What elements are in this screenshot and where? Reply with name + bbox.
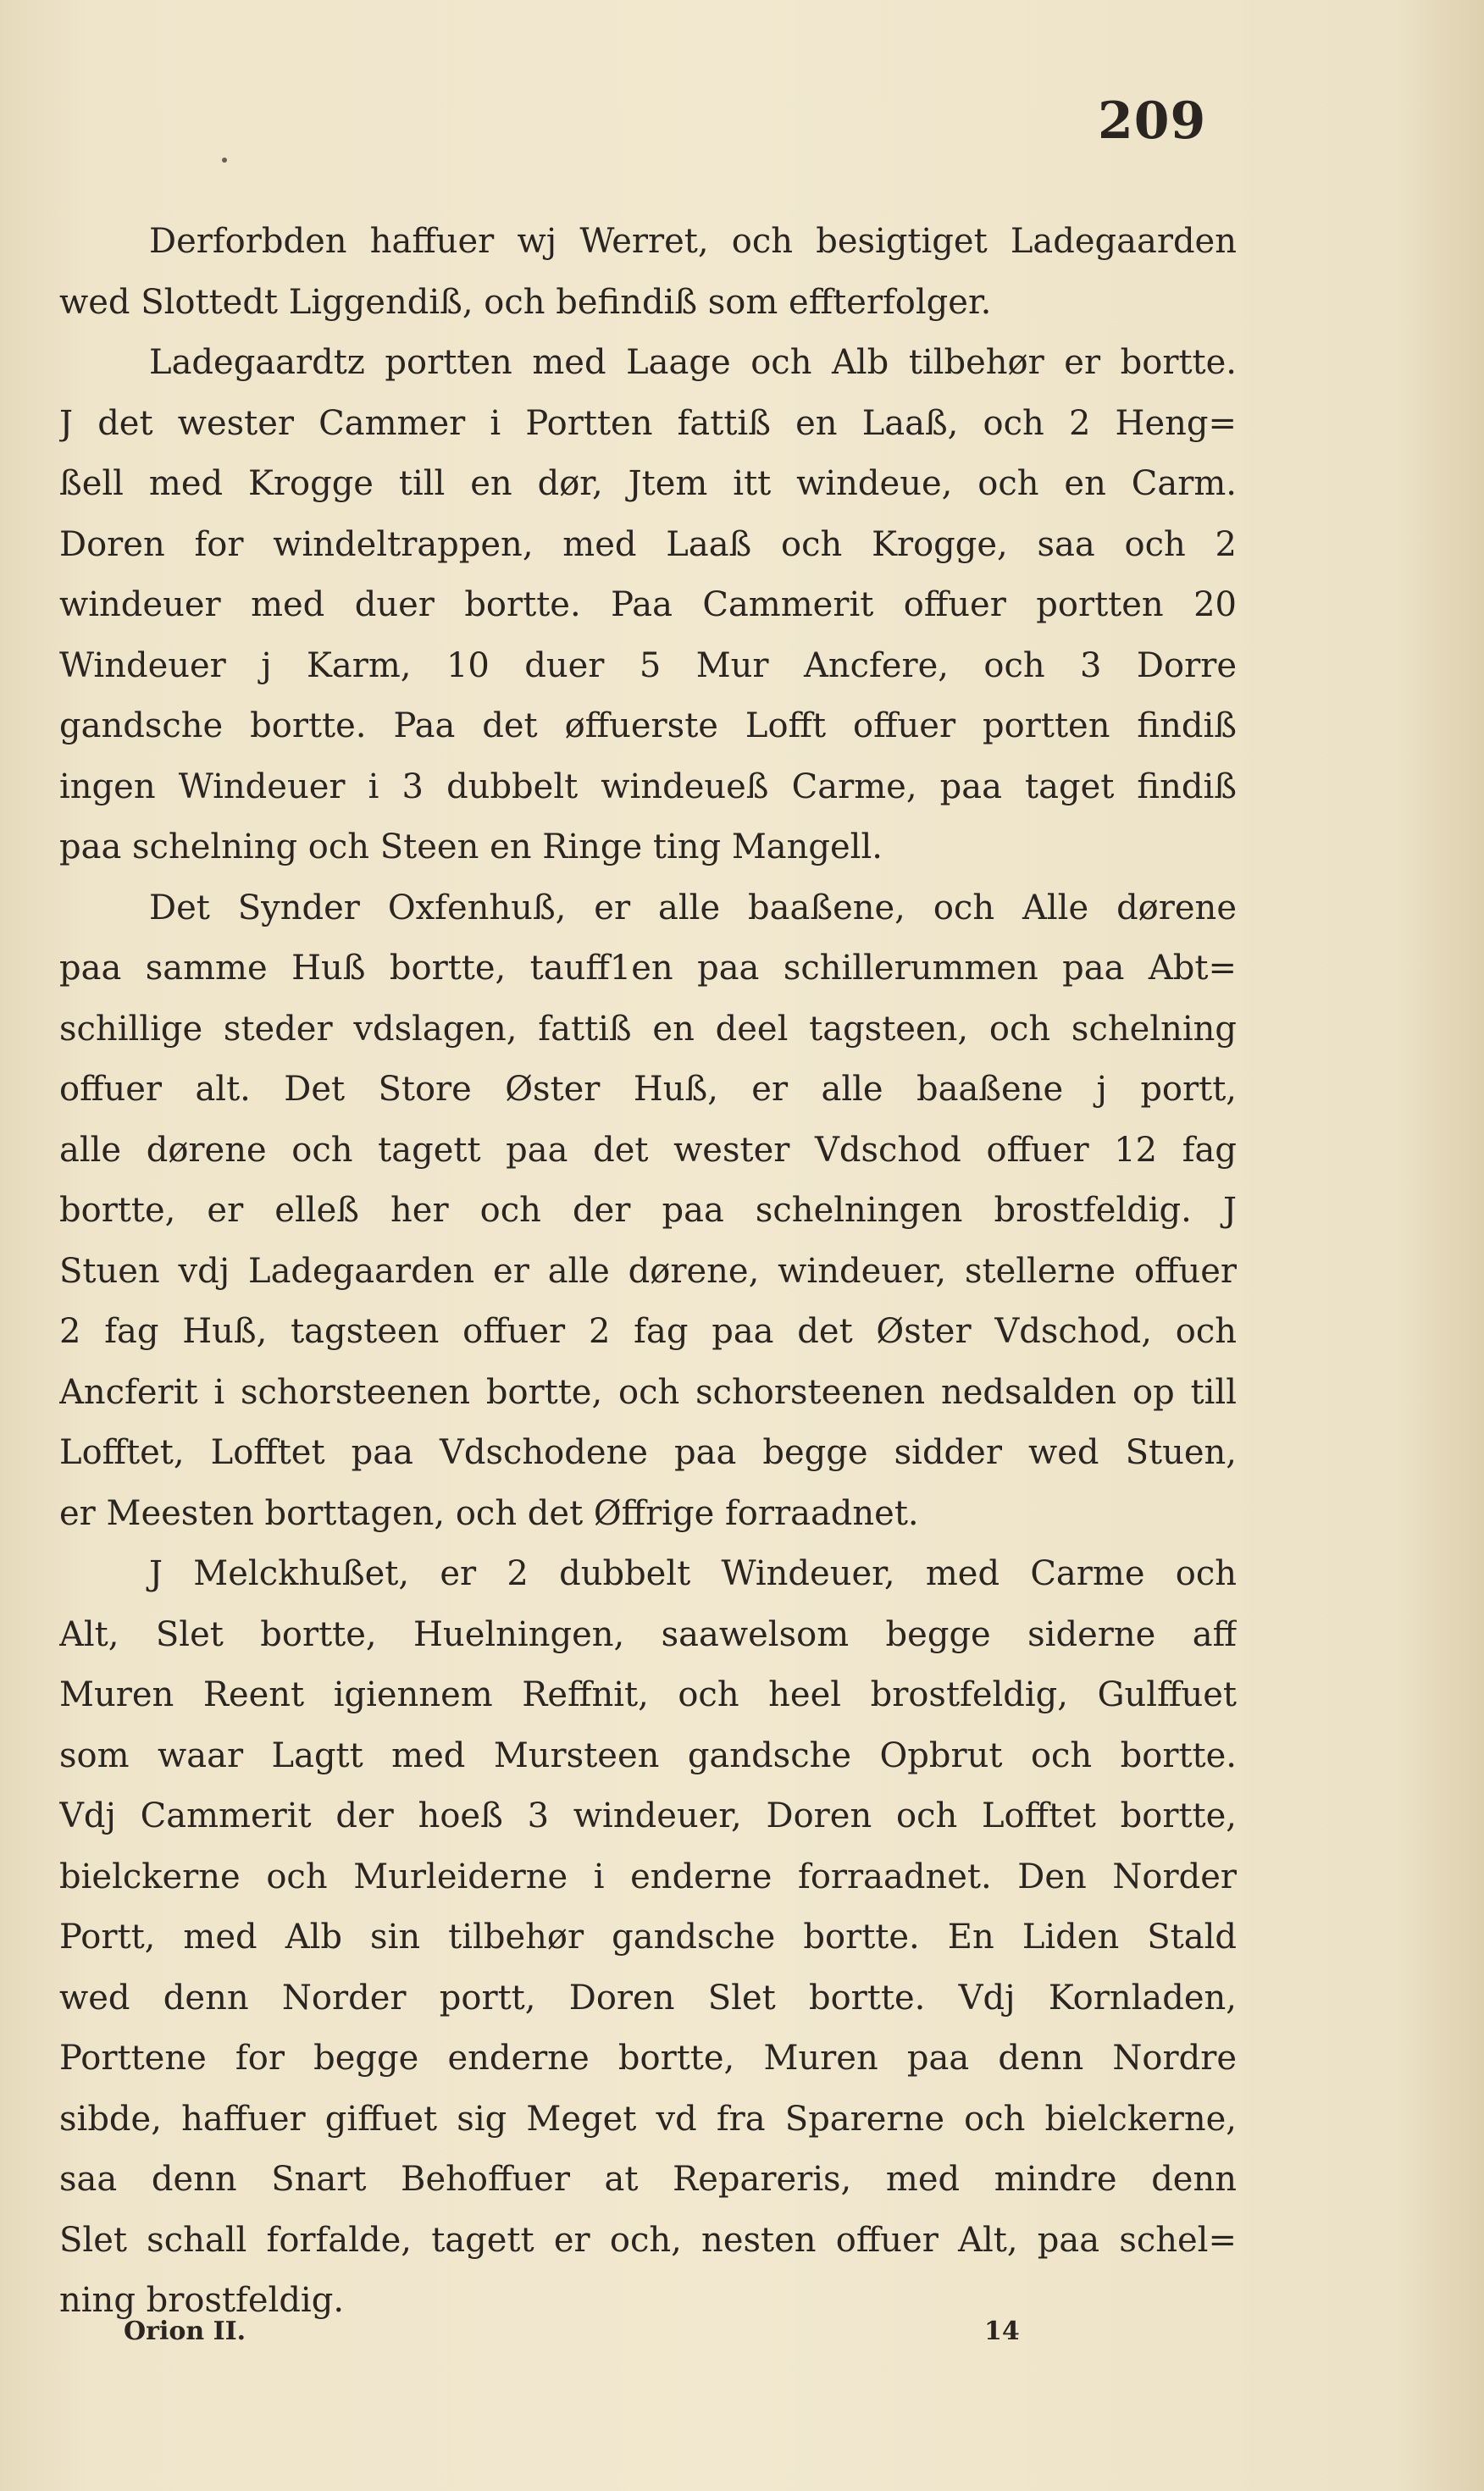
text-line: Stuen vdj Ladegaarden er alle dørene, windeuer, stellerne offuer <box>59 1251 1237 1291</box>
text-line: bielckerne och Murleiderne i enderne forraadnet. Den Norder <box>59 1857 1237 1896</box>
text-line: windeuer med duer bortte. Paa Cammerit offuer portten 20 <box>59 585 1237 624</box>
text-line: alle dørene och tagett paa det wester Vdschod offuer 12 fag <box>59 1130 1237 1170</box>
text-line: J Melckhußet, er 2 dubbelt Windeuer, med Carme och <box>149 1554 1237 1593</box>
text-line: sibde, haffuer giffuet sig Meget vd fra Sparerne och bielckerne, <box>59 2099 1237 2139</box>
text-line: Derforbden haffuer wj Werret, och besigtiget Ladegaarden <box>149 222 1237 261</box>
text-line: Vdj Cammerit der hoeß 3 windeuer, Doren och Lofftet bortte, <box>59 1796 1237 1835</box>
text-line: som waar Lagtt med Mursteen gandsche Opbrut och bortte. <box>59 1735 1237 1775</box>
text-line: paa schelning och Steen en Ringe ting Mangell. <box>59 828 883 866</box>
text-line: wed Slottedt Liggendiß, och befindiß som effterfolger. <box>59 282 992 322</box>
text-line: ßell med Krogge till en dør, Jtem itt windeue, och en Carm. <box>59 464 1237 503</box>
text-line: gandsche bortte. Paa det øffuerste Lofft offuer portten findiß <box>59 706 1237 745</box>
text-line: Ancferit i schorsteenen bortte, och schorsteenen nedsalden op till <box>59 1372 1237 1412</box>
text-line: saa denn Snart Behoffuer at Repareris, med mindre denn <box>59 2160 1237 2199</box>
body-text <box>59 212 1237 2332</box>
text-line: bortte, er elleß her och der paa schelningen brostfeldig. J <box>59 1191 1237 1230</box>
text-line: offuer alt. Det Store Øster Huß, er alle baaßene j portt, <box>59 1070 1237 1109</box>
text-line: Slet schall forfalde, tagett er och, nesten offuer Alt, paa schel= <box>59 2220 1237 2260</box>
text-line: Portt, med Alb sin tilbehør gandsche bortte. En Liden Stald <box>59 1918 1237 1957</box>
text-line: wed denn Norder portt, Doren Slet bortte. Vdj Kornladen, <box>59 1978 1237 2018</box>
text-line: schillige steder vdslagen, fattiß en deel tagsteen, och schelning <box>59 1009 1237 1049</box>
signature-mark: Orion II. <box>124 2317 246 2346</box>
text-line: ingen Windeuer i 3 dubbelt windeueß Carme, paa taget findiß <box>59 767 1237 806</box>
text-line: Lofftet, Lofftet paa Vdschodene paa begge sidder wed Stuen, <box>59 1433 1237 1472</box>
sheet-number: 14 <box>984 2317 1020 2346</box>
text-line: Windeuer j Karm, 10 duer 5 Mur Ancfere, och 3 Dorre <box>59 645 1237 685</box>
text-line: 2 fag Huß, tagsteen offuer 2 fag paa det Øster Vdschod, och <box>59 1312 1237 1351</box>
text-line: Alt, Slet bortte, Huelningen, saawelsom begge siderne aff <box>59 1614 1237 1654</box>
text-line: Doren for windeltrappen, med Laaß och Krogge, saa och 2 <box>59 524 1237 564</box>
text-line: paa samme Huß bortte, tauff1en paa schillerummen paa Abt= <box>59 949 1237 988</box>
text-line: Muren Reent igiennem Reffnit, och heel brostfeldig, Gulffuet <box>59 1675 1237 1714</box>
text-line: Porttene for begge enderne bortte, Muren paa denn Nordre <box>59 2039 1237 2078</box>
text-line: ning brostfeldig. <box>59 2281 345 2320</box>
text-line: J det wester Cammer i Portten fattiß en Laaß, och 2 Heng= <box>59 403 1237 443</box>
ink-dot <box>222 158 227 163</box>
page-number: 209 <box>1098 91 1207 151</box>
text-line: Ladegaardtz portten med Laage och Alb tilbehør er bortte. <box>149 343 1237 382</box>
text-line: er Meesten borttagen, och det Øffrige forraadnet. <box>59 1493 919 1533</box>
text-line: Det Synder Oxfenhuß, er alle baaßene, och Alle dørene <box>149 888 1237 927</box>
